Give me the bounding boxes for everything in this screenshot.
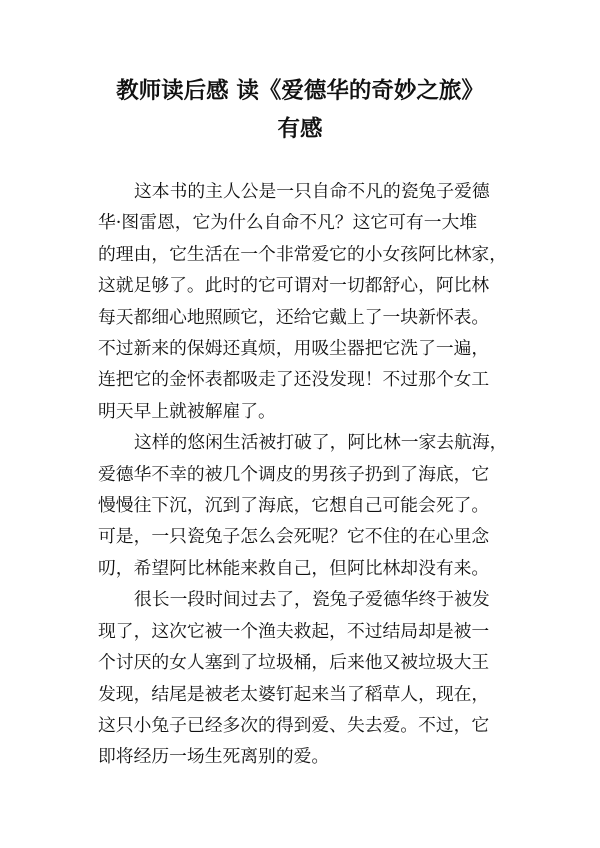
text-line: 现了，这次它被一个渔夫救起，不过结局却是被一 — [98, 620, 490, 642]
text-line: 这就足够了。此时的它可谓对一切都舒心，阿比林 — [98, 275, 490, 297]
text-line: 叨，希望阿比林能来救自己，但阿比林却没有来。 — [98, 557, 490, 579]
paragraph-2 — [98, 427, 508, 584]
title-line: 有感 — [277, 116, 323, 142]
text-line: 发现，结尾是被老太婆钉起来当了稻草人，现在， — [98, 683, 490, 705]
paragraph-1 — [98, 176, 508, 427]
text-line: 这样的悠闲生活被打破了，阿比林一家去航海， — [134, 432, 508, 454]
text-line: 华·图雷恩，它为什么自命不凡？这它可有一大堆 — [98, 212, 478, 234]
text-line: 即将经历一场生死离别的爱。 — [98, 746, 330, 768]
text-line: 慢慢往下沉，沉到了海底，它想自己可能会死了。 — [98, 495, 490, 517]
text-line: 很长一段时间过去了，瓷兔子爱德华终于被发 — [134, 589, 490, 611]
text-line: 明天早上就被解雇了。 — [98, 400, 276, 422]
text-line: 的理由，它生活在一个非常爱它的小女孩阿比林家， — [98, 243, 507, 265]
text-line: 这只小兔子已经多次的得到爱、失去爱。不过，它 — [98, 714, 490, 736]
text-line: 个讨厌的女人塞到了垃圾桶，后来他又被垃圾大王 — [98, 652, 490, 674]
text-line: 可是，一只瓷兔子怎么会死呢？它不住的在心里念 — [98, 526, 490, 548]
text-line: 不过新来的保姆还真烦，用吸尘器把它洗了一遍， — [98, 338, 490, 360]
document-title — [60, 72, 540, 148]
title-line: 教师读后感 读《爱德华的奇妙之旅》 — [116, 78, 484, 104]
document-body — [98, 176, 508, 773]
paragraph-3 — [98, 584, 508, 772]
text-line: 每天都细心地照顾它，还给它戴上了一块新怀表。 — [98, 306, 490, 328]
text-line: 这本书的主人公是一只自命不凡的瓷兔子爱德 — [134, 181, 490, 202]
text-line: 连把它的金怀表都吸走了还没发现！不过那个女工 — [98, 369, 490, 391]
text-line: 爱德华不幸的被几个调皮的男孩子扔到了海底，它 — [98, 463, 490, 485]
